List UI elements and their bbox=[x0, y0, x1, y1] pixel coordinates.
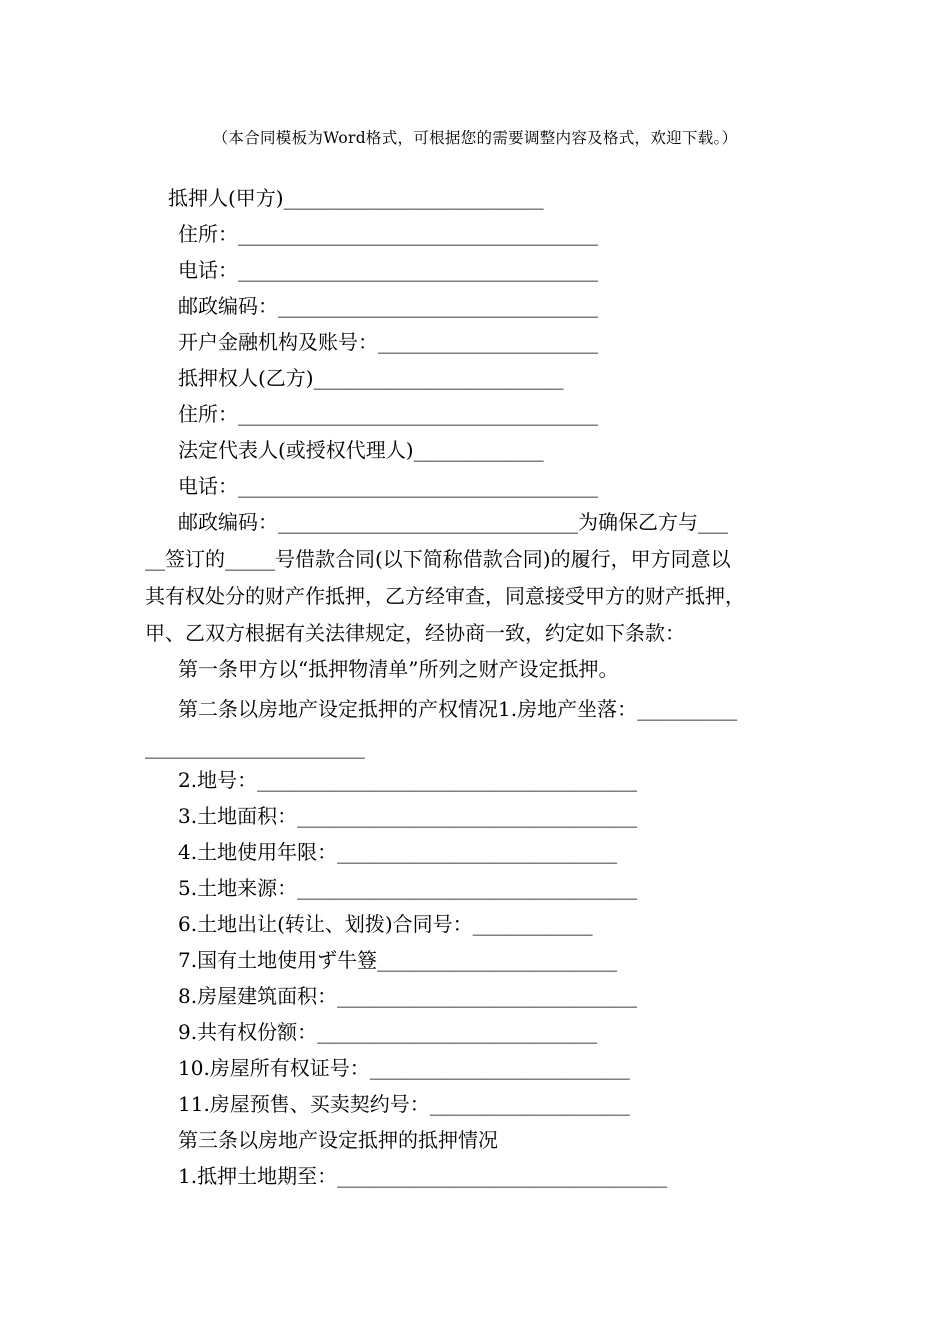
item-transfer-contract: 6.土地出让(转让、划拨)合同号：____________ bbox=[178, 912, 593, 936]
bank-account-line: 开户金融机构及账号：______________________ bbox=[178, 330, 598, 354]
mortgagee-address-line: 住所：____________________________________ bbox=[178, 402, 598, 426]
item-ownership-certificate: 10.房屋所有权证号：__________________________ bbox=[178, 1056, 630, 1080]
mortgagor-address-line: 住所：____________________________________ bbox=[178, 222, 598, 246]
item-state-land-use: 7.国有土地使用ず牛簦________________________ bbox=[178, 948, 618, 972]
mortgagee-phone-line: 电话：____________________________________ bbox=[178, 474, 598, 498]
item-co-ownership-share: 9.共有权份额：____________________________ bbox=[178, 1020, 598, 1044]
article-2-heading: 第二条以房地产设定抵押的产权情况1.房地产坐落：__________ bbox=[178, 697, 738, 721]
item-presale-contract: 11.房屋预售、买卖契约号：____________________ bbox=[178, 1092, 630, 1116]
mortgagor-line: 抵押人(甲方)__________________________ bbox=[168, 186, 544, 210]
paragraph-line: __签订的_____号借款合同(以下简称借款合同)的履行，甲方同意以 bbox=[145, 547, 731, 571]
mortgagee-postcode-line: 邮政编码：______________________________为确保乙方与___ bbox=[178, 510, 728, 534]
paragraph-line: 其有权处分的财产作抵押，乙方经审查，同意接受甲方的财产抵押， bbox=[145, 584, 745, 608]
paragraph-line: 甲、乙双方根据有关法律规定，经协商一致，约定如下条款： bbox=[145, 621, 685, 645]
legal-representative-line: 法定代表人(或授权代理人)_____________ bbox=[178, 438, 544, 462]
mortgagor-phone-line: 电话：____________________________________ bbox=[178, 258, 598, 282]
mortgagee-line: 抵押权人(乙方)_________________________ bbox=[178, 366, 564, 390]
article-3-heading: 第三条以房地产设定抵押的抵押情况 bbox=[178, 1128, 498, 1152]
item-land-term: 4.土地使用年限：____________________________ bbox=[178, 840, 618, 864]
item-building-area: 8.房屋建筑面积：______________________________ bbox=[178, 984, 638, 1008]
template-note: （本合同模板为Word格式，可根据您的需要调整内容及格式，欢迎下载。） bbox=[212, 129, 738, 147]
item-land-source: 5.土地来源：__________________________________ bbox=[178, 876, 638, 900]
item-mortgage-land-term: 1.抵押土地期至：_________________________________ bbox=[178, 1164, 668, 1188]
item-land-area: 3.土地面积：__________________________________ bbox=[178, 804, 638, 828]
item-lot-number: 2.地号：______________________________________ bbox=[178, 768, 638, 792]
article-2-continuation: ______________________ bbox=[145, 735, 365, 759]
article-1: 第一条甲方以“抵押物清单”所列之财产设定抵押。 bbox=[178, 657, 619, 681]
mortgagor-postcode-line: 邮政编码：________________________________ bbox=[178, 294, 598, 318]
